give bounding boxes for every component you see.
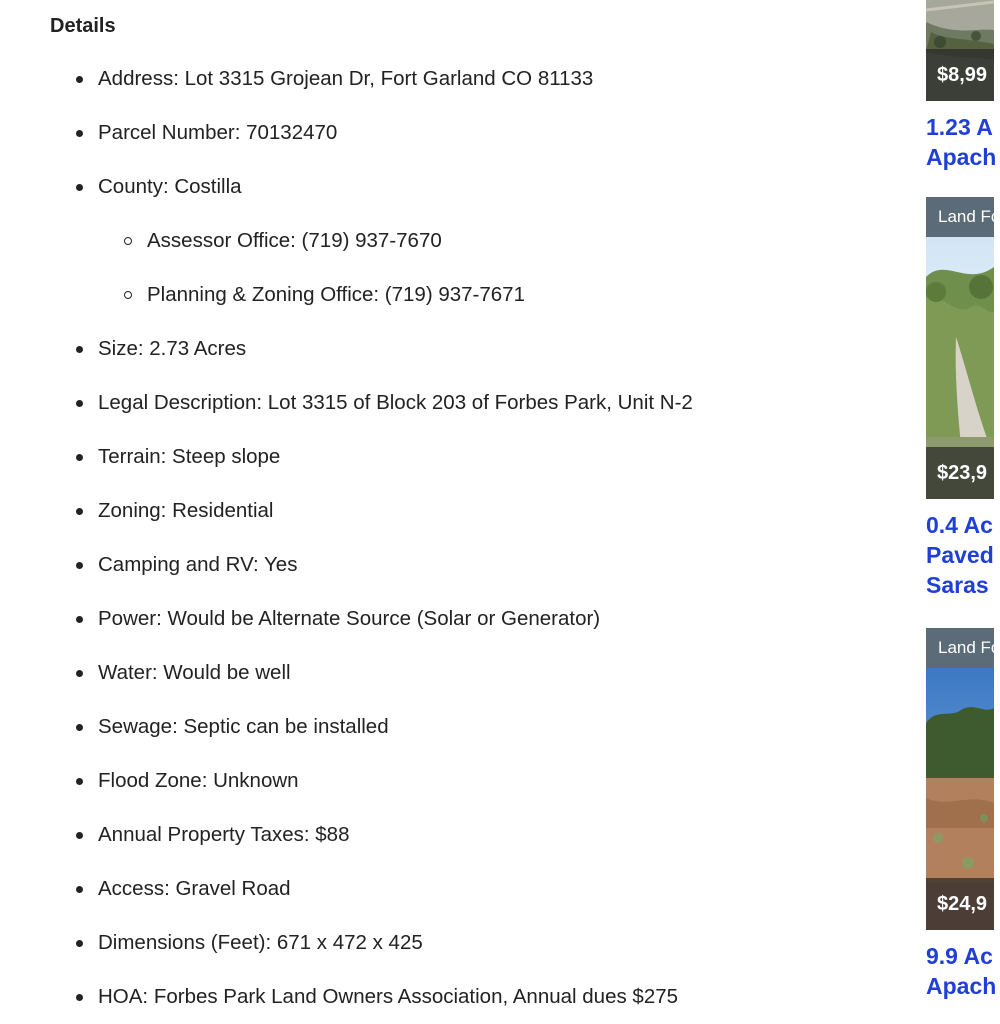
listing-image-3[interactable] xyxy=(926,628,1000,930)
listing-price-1: $8,99 xyxy=(926,49,994,101)
detail-parcel-number: Parcel Number: 70132470 xyxy=(0,106,860,160)
detail-power: Power: Would be Alternate Source (Solar or Generator) xyxy=(0,592,860,646)
detail-assessor-office: Assessor Office: (719) 937-7670 xyxy=(0,214,860,268)
listing-card-3[interactable] xyxy=(926,628,1000,930)
listing-card-2[interactable] xyxy=(926,197,1000,499)
listing-tag-2: Land Fo xyxy=(926,197,994,237)
listing-card-1[interactable] xyxy=(926,0,994,101)
listing-title-1[interactable] xyxy=(926,112,997,172)
listing-title-1-line-1[interactable]: 1.23 A xyxy=(926,114,993,140)
detail-hoa: HOA: Forbes Park Land Owners Association, Annual dues $275 xyxy=(0,970,860,1024)
listing-title-3-line-2[interactable]: Apach xyxy=(926,973,997,999)
detail-camping-rv: Camping and RV: Yes xyxy=(0,538,860,592)
detail-zoning: Zoning: Residential xyxy=(0,484,860,538)
listing-price-3: $24,9 xyxy=(926,878,994,930)
detail-dimensions: Dimensions (Feet): 671 x 472 x 425 xyxy=(0,916,860,970)
listing-title-2-line-3[interactable]: Saras xyxy=(926,572,989,598)
detail-sewage: Sewage: Septic can be installed xyxy=(0,700,860,754)
listing-title-2[interactable] xyxy=(926,510,994,600)
detail-planning-zoning-office: Planning & Zoning Office: (719) 937-7671 xyxy=(0,268,860,322)
detail-size: Size: 2.73 Acres xyxy=(0,322,860,376)
detail-water: Water: Would be well xyxy=(0,646,860,700)
listing-image-1[interactable] xyxy=(926,0,994,101)
listing-title-3[interactable] xyxy=(926,941,997,1001)
detail-annual-taxes: Annual Property Taxes: $88 xyxy=(0,808,860,862)
listing-tag-3: Land Fo xyxy=(926,628,994,668)
detail-legal-description: Legal Description: Lot 3315 of Block 203 of Forbes Park, Unit N-2 xyxy=(0,376,860,430)
detail-access: Access: Gravel Road xyxy=(0,862,860,916)
listing-title-3-line-1[interactable]: 9.9 Ac xyxy=(926,943,993,969)
detail-county: County: Costilla xyxy=(0,160,860,214)
listing-title-2-line-2[interactable]: Paved xyxy=(926,542,994,568)
listing-title-1-line-2[interactable]: Apach xyxy=(926,144,997,170)
details-heading: Details xyxy=(50,15,116,37)
listing-title-2-line-1[interactable]: 0.4 Ac xyxy=(926,512,993,538)
details-list xyxy=(0,52,860,1024)
listing-image-2[interactable] xyxy=(926,197,1000,499)
detail-flood-zone: Flood Zone: Unknown xyxy=(0,754,860,808)
detail-terrain: Terrain: Steep slope xyxy=(0,430,860,484)
detail-address: Address: Lot 3315 Grojean Dr, Fort Garland CO 81133 xyxy=(0,52,860,106)
listing-price-2: $23,9 xyxy=(926,447,994,499)
